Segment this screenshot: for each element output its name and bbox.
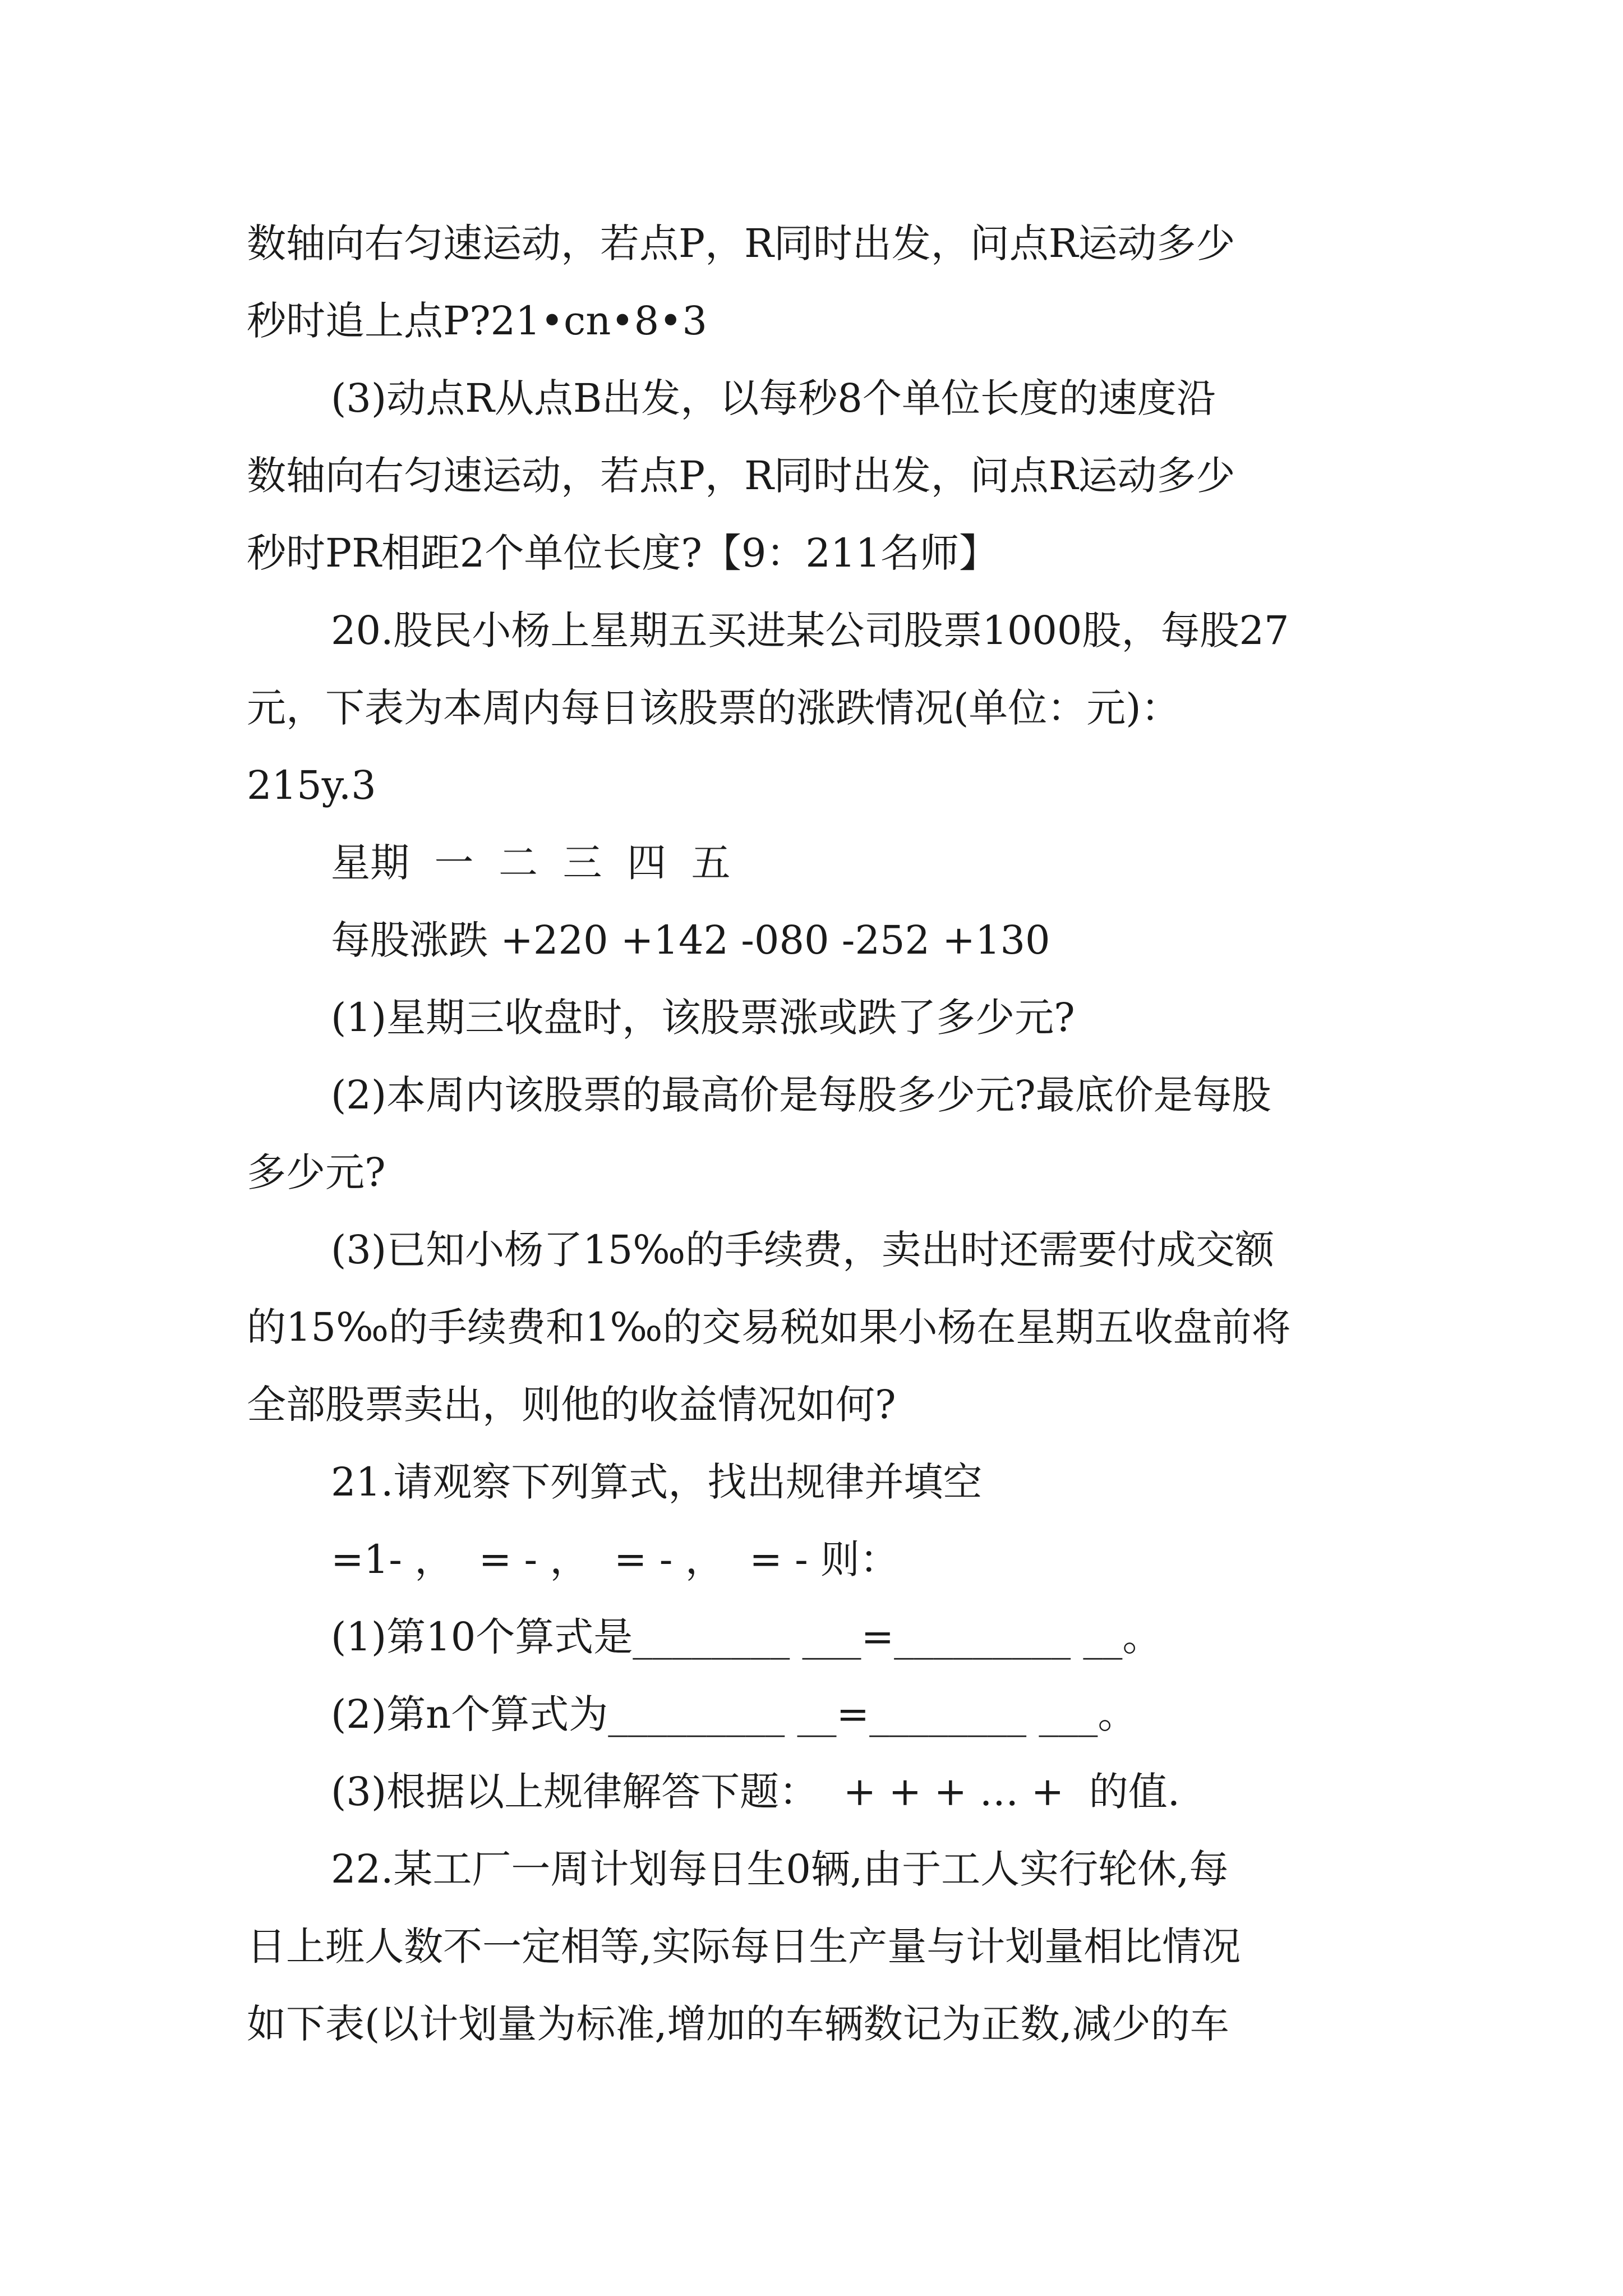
text-line: 秒时PR相距2个单位长度?【9：211名师】 bbox=[247, 530, 999, 576]
table-header-row: 星期 一 二 三 四 五 bbox=[331, 840, 731, 886]
question-20-line: 20.股民小杨上星期五买进某公司股票1000股，每股27 bbox=[331, 608, 1289, 654]
text-line: 数轴向右匀速运动，若点P，R同时出发，问点R运动多少 bbox=[247, 220, 1235, 266]
text-line: 日上班人数不一定相等,实际每日生产量与计划量相比情况 bbox=[247, 1924, 1241, 1970]
text-line: (3)动点R从点B出发，以每秒8个单位长度的速度沿 bbox=[331, 375, 1216, 421]
fill-blank-line: (2)第n个算式为_________ __=________ ___。 bbox=[331, 1691, 1137, 1737]
text-line: 元，下表为本周内每日该股票的涨跌情况(单位：元)： bbox=[247, 685, 1181, 731]
text-line: 如下表(以计划量为标准,增加的车辆数记为正数,减少的车 bbox=[247, 2001, 1229, 2047]
text-line: (1)星期三收盘时，该股票涨或跌了多少元? bbox=[331, 995, 1075, 1041]
document-body bbox=[247, 205, 1385, 2063]
text-line: 数轴向右匀速运动，若点P，R同时出发，问点R运动多少 bbox=[247, 453, 1235, 499]
text-line: 秒时追上点P?21•cn•8•3 bbox=[247, 298, 707, 344]
text-line: 的15‰的手续费和1‰的交易税如果小杨在星期五收盘前将 bbox=[247, 1304, 1291, 1350]
fill-blank-line: (1)第10个算式是________ ___=_________ __。 bbox=[331, 1614, 1162, 1660]
text-line: 多少元? bbox=[247, 1149, 386, 1195]
text-line: (3)根据以上规律解答下题： + + + … + 的值. bbox=[331, 1769, 1181, 1815]
table-value-row: 每股涨跌 +220 +142 -080 -252 +130 bbox=[331, 917, 1050, 963]
question-21-line: 21.请观察下列算式，找出规律并填空 bbox=[331, 1459, 983, 1505]
text-line: 全部股票卖出，则他的收益情况如何? bbox=[247, 1382, 896, 1428]
text-line: (3)已知小杨了15‰的手续费，卖出时还需要付成交额 bbox=[331, 1227, 1275, 1273]
text-line: 215y.3 bbox=[247, 762, 376, 808]
question-22-line: 22.某工厂一周计划每日生0辆,由于工人实行轮休,每 bbox=[331, 1846, 1229, 1892]
formula-line: =1- ， = - ， = - ， = - 则： bbox=[331, 1536, 900, 1582]
text-line: (2)本周内该股票的最高价是每股多少元?最底价是每股 bbox=[331, 1072, 1271, 1118]
